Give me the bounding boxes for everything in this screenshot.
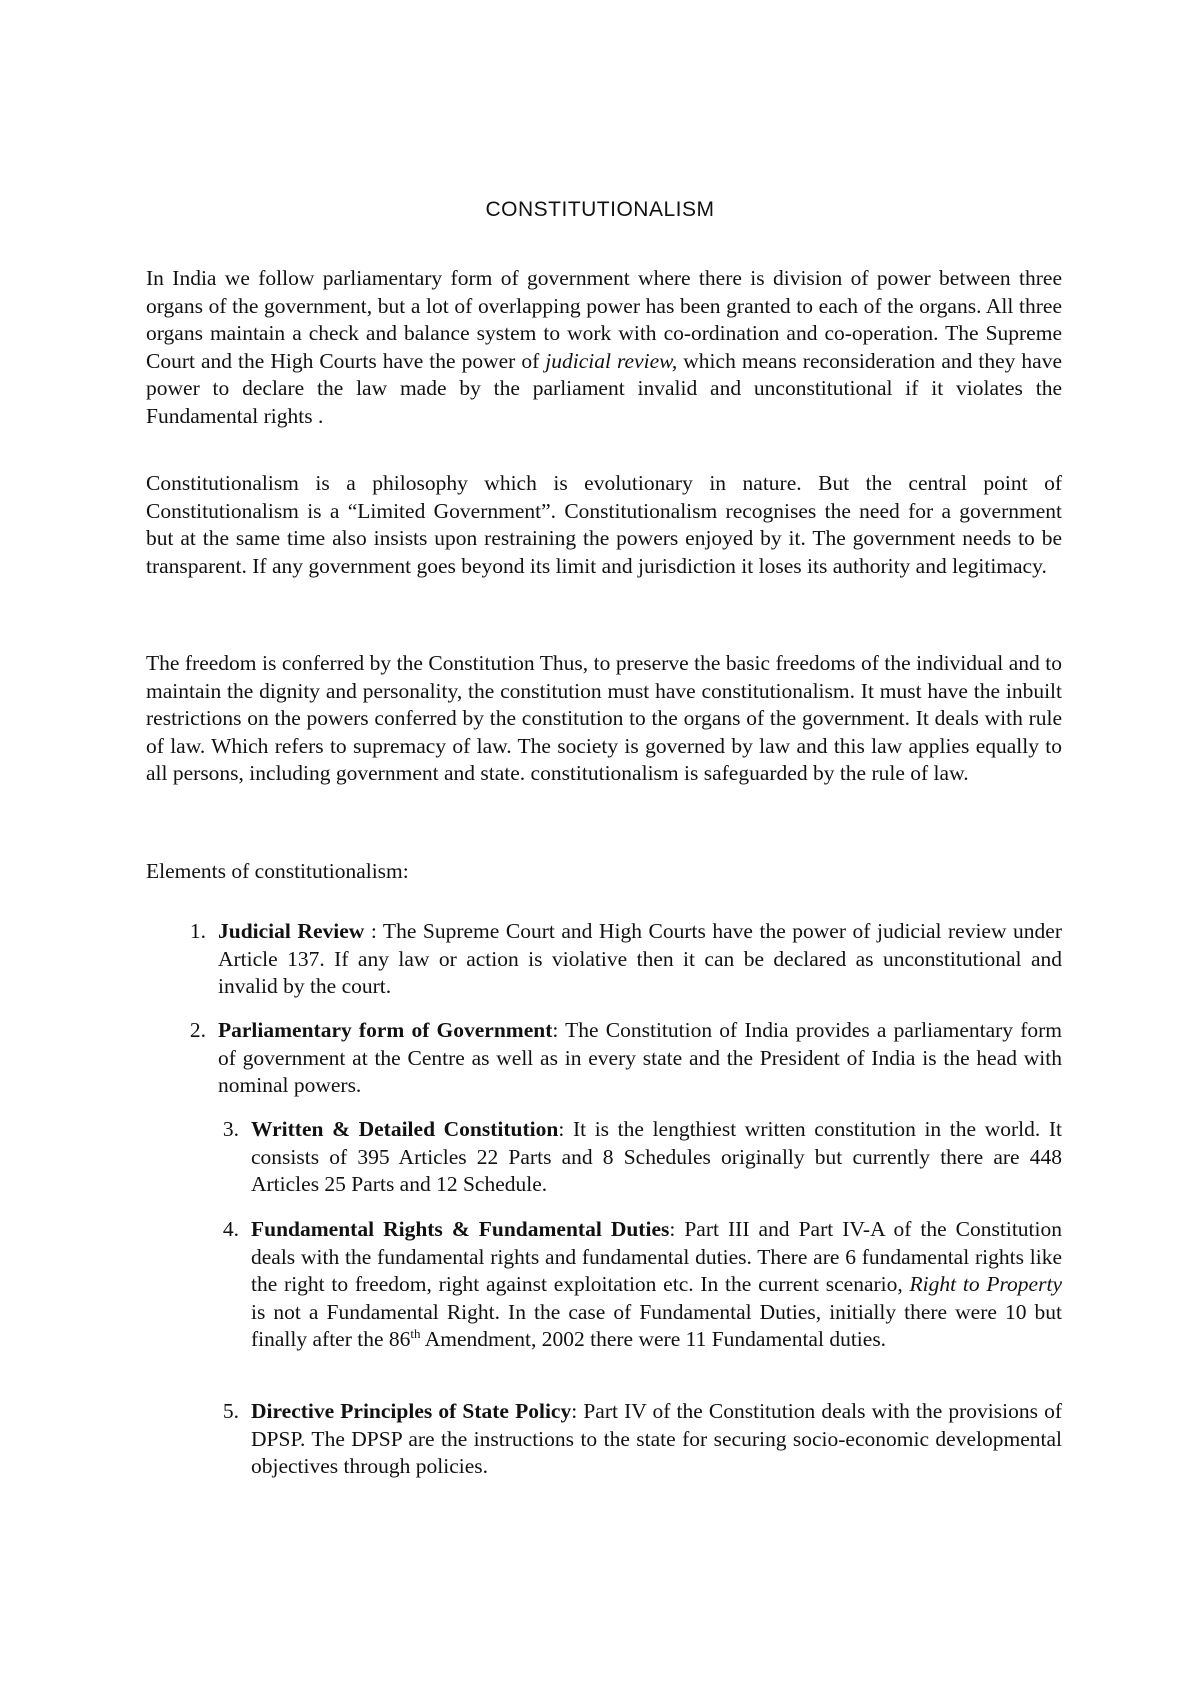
list-item-judicial-review: [189, 918, 1062, 1001]
list-item-directive-principles: [222, 1398, 1062, 1481]
ordinal-superscript: th: [410, 1325, 421, 1341]
list-number: 5.: [222, 1399, 239, 1423]
list-item-term: Parliamentary form of Government: [218, 1018, 553, 1042]
elements-heading: Elements of constitutionalism:: [146, 859, 409, 883]
list-item-term: Directive Principles of State Policy: [251, 1399, 572, 1423]
list-item-fundamental-rights-duties: [222, 1216, 1062, 1354]
list-item-text: Amendment, 2002 there were 11 Fundamental duties.: [420, 1327, 887, 1351]
list-item-text: : Part III and Part IV-A of the Constitution deals with the fundamental rights and fundamental duties. There are 6 fundamental rights like the right to freedom, right against exploitation etc. In the current scenario,: [251, 1217, 1062, 1296]
list-item-text: : The Constitution of India provides a parliamentary form of government at the Centre as well as in every state and the President of India is the head with nominal powers.: [218, 1018, 1063, 1097]
list-item-text: : Part IV of the Constitution deals with the provisions of DPSP. The DPSP are the instructions to the state for securing socio-economic developmental objectives through policies.: [251, 1399, 1062, 1478]
judicial-review-emphasis: judicial review,: [545, 348, 678, 373]
freedom-paragraph: The freedom is conferred by the Constitution Thus, to preserve the basic freedoms of the individual and to maintain the dignity and personality, the constitution must have constitutionalism. It must have the inbuilt restrictions on the powers conferred by the constitution to the organs of the government. It deals with rule of law. Which refers to supremacy of law. The society is governed by law and this law applies equally to all persons, including government and state. constitutionalism is safeguarded by the rule of law.: [146, 651, 1062, 785]
list-item-term: Fundamental Rights & Fundamental Duties: [251, 1217, 670, 1241]
list-number: 2.: [189, 1018, 206, 1042]
philosophy-paragraph: Constitutionalism is a philosophy which is evolutionary in nature. But the central point of Constitutionalism is a “Limited Government”. Constitutionalism recognises the need for a government but at the same time also insists upon restraining the powers enjoyed by it. The government needs to be transparent. If any government goes beyond its limit and jurisdiction it loses its authority and legitimacy.: [146, 471, 1062, 578]
list-item-text: is not a Fundamental Right. In the case of Fundamental Duties, initially there were 10 but finally after the 86: [251, 1299, 1062, 1351]
list-item-parliamentary-government: [189, 1017, 1063, 1100]
list-item-term: Judicial Review: [218, 919, 365, 943]
intro-text-start: In India we follow parliamentary form of government where there is division of power between three organs of the government, but a lot of overlapping power has been granted to each of the organs. All three organs maintain a check and balance system to work with co-ordination and co-operation. The Supreme Court and the High Courts have the power of: [146, 266, 1062, 373]
page-title: CONSTITUTIONALISM: [485, 198, 715, 221]
list-number: 3.: [222, 1117, 239, 1141]
right-to-property-emphasis: Right to Property: [909, 1272, 1062, 1296]
list-item-text: : The Supreme Court and High Courts have the power of judicial review under Article 137. If any law or action is violative then it can be declared as unconstitutional and invalid by the court.: [218, 919, 1062, 998]
list-number: 1.: [189, 919, 206, 943]
intro-paragraph: [146, 265, 1062, 430]
list-item-term: Written & Detailed Constitution: [251, 1117, 559, 1141]
intro-text-end: which means reconsideration and they have power to declare the law made by the parliament invalid and unconstitutional if it violates the Fundamental rights .: [146, 348, 1062, 428]
list-number: 4.: [222, 1217, 239, 1241]
list-item-written-constitution: [222, 1116, 1062, 1199]
list-item-text: : It is the lengthiest written constitution in the world. It consists of 395 Articles 22 Parts and 8 Schedules originally but currently there are 448 Articles 25 Parts and 12 Schedule.: [251, 1117, 1062, 1196]
